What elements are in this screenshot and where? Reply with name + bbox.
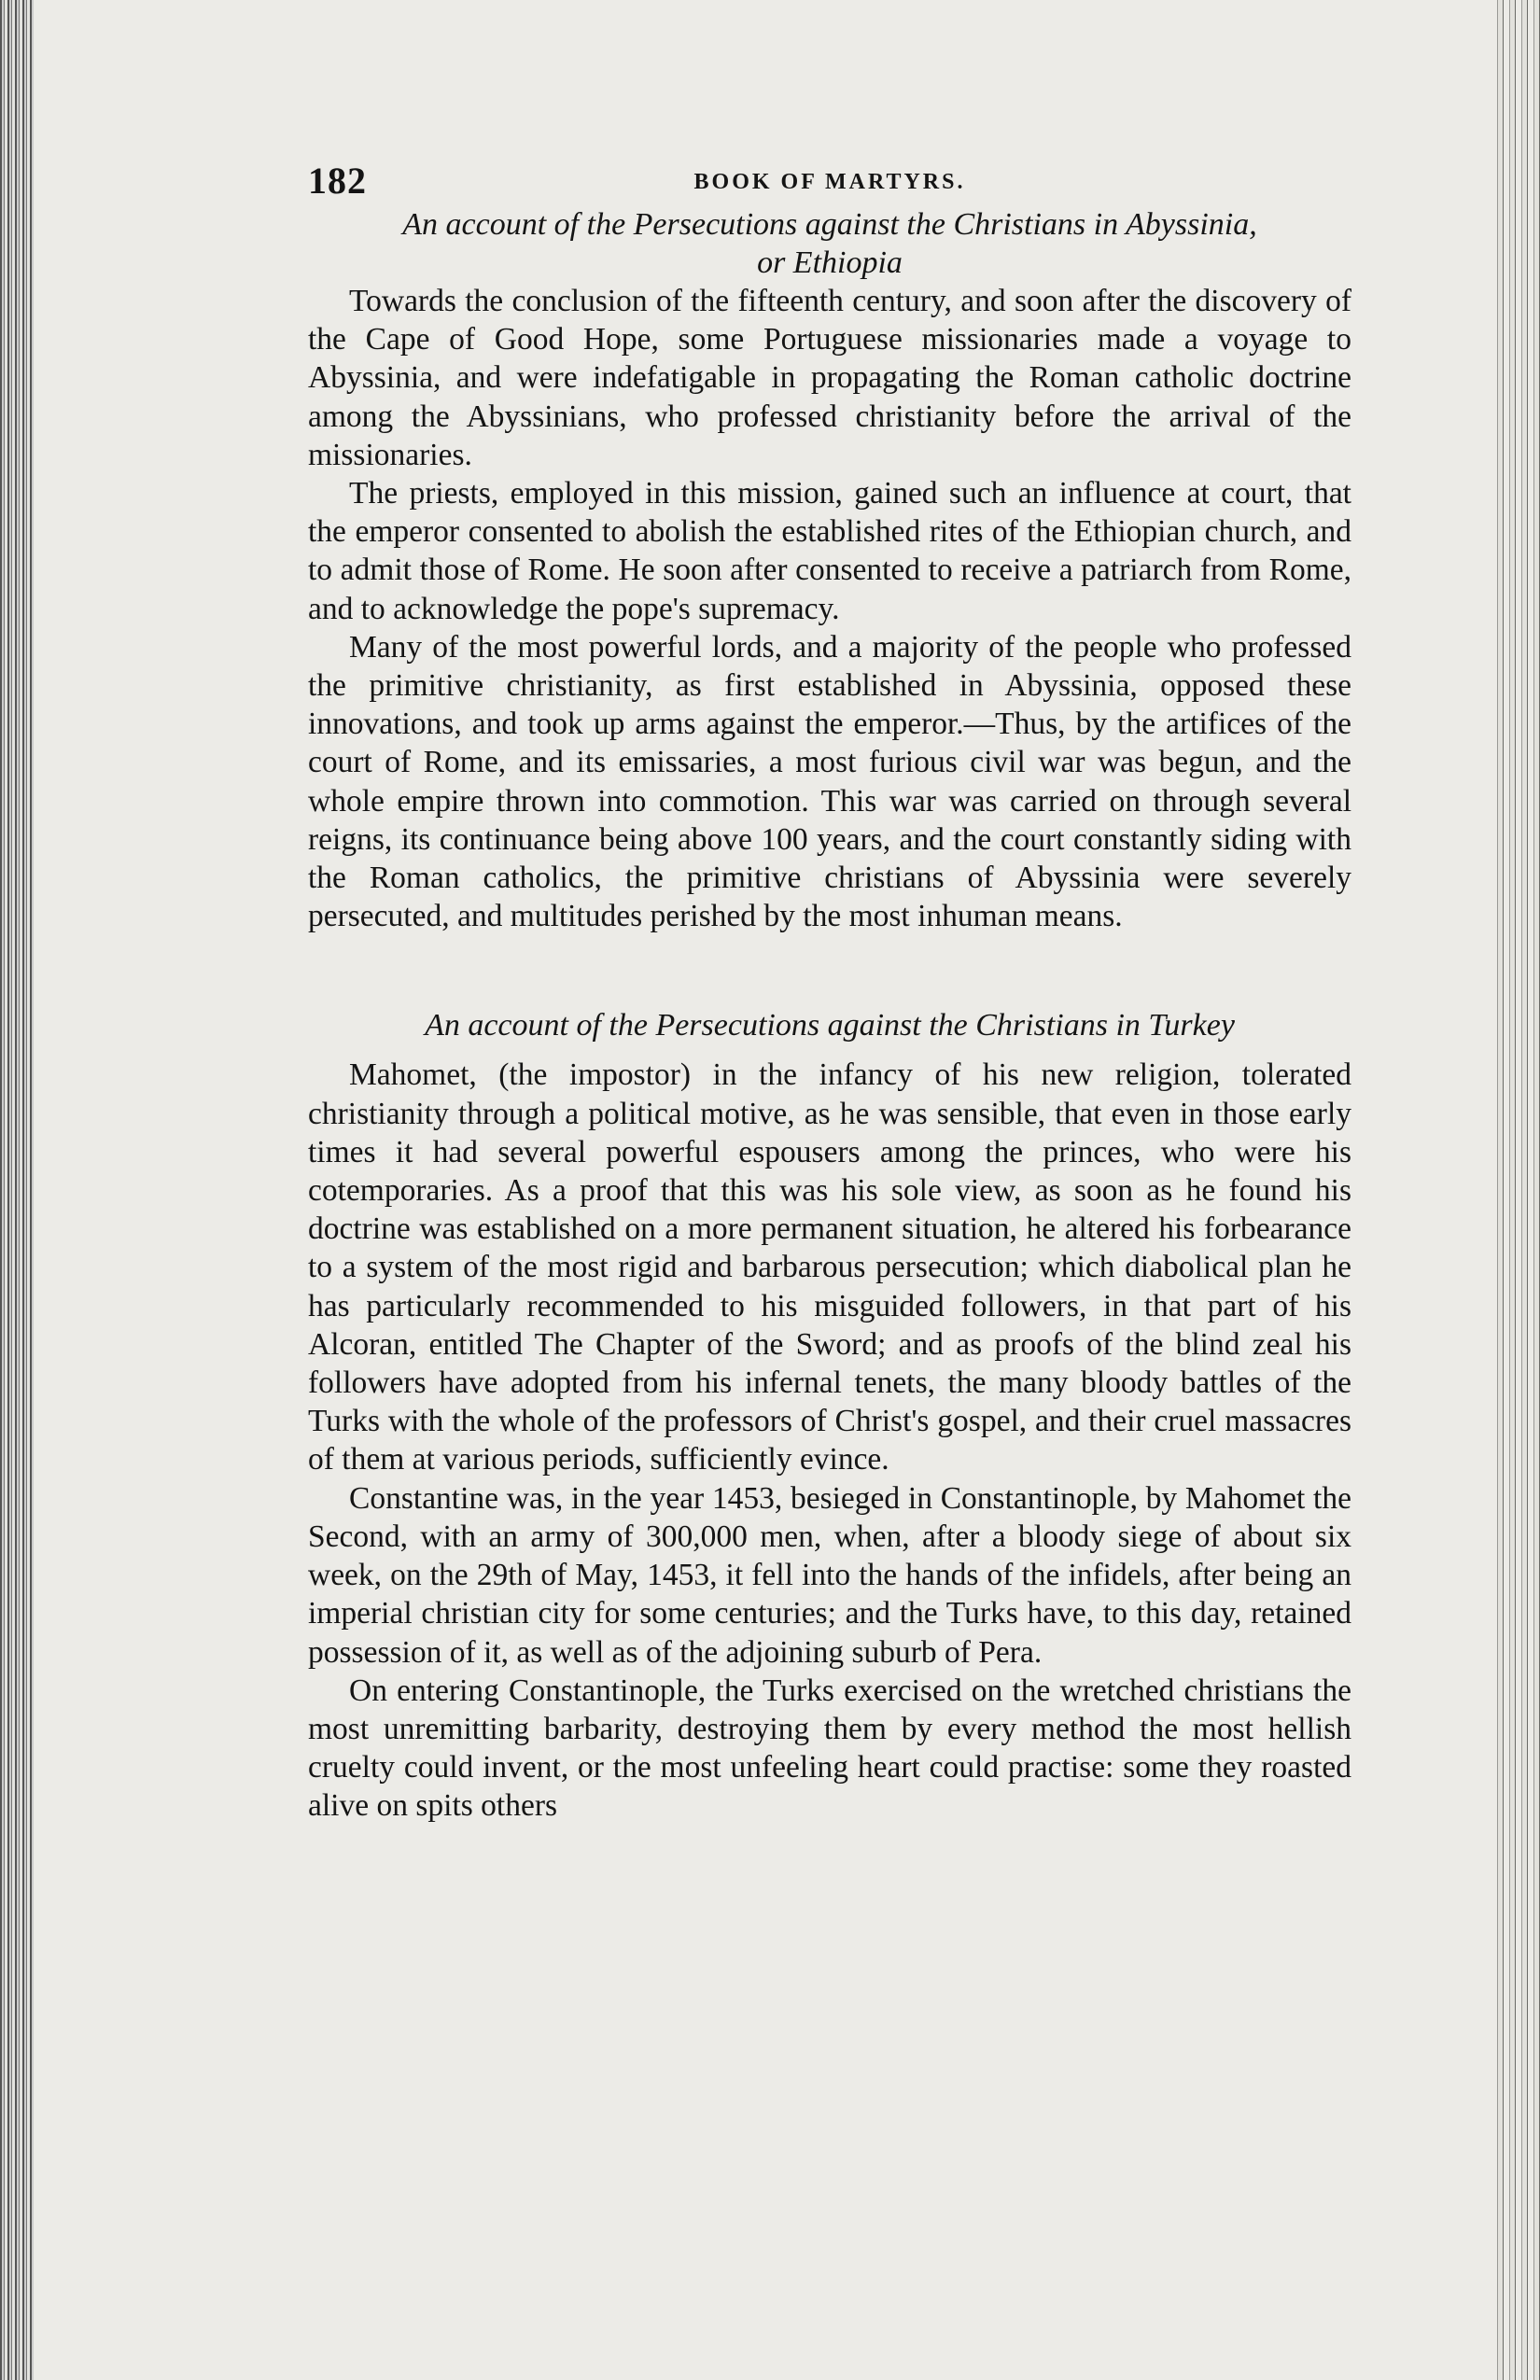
section-heading bbox=[308, 205, 1351, 282]
page-fore-edge bbox=[1491, 0, 1540, 2380]
paragraph: Constantine was, in the year 1453, besieged in Constantinople, by Mahomet the Second, with an army of 300,000 men, when, after a bloody siege of about six week, on the 29th of May, 1453, it fell into the hands of the infidels, after being an imperial christian city for some centuries; and the Turks have, to this day, retained possession of it, as well as of the adjoining suburb of Pera. bbox=[308, 1480, 1351, 1670]
section-abyssinia bbox=[308, 205, 1351, 935]
page-number: 182 bbox=[308, 160, 367, 202]
section-heading-line-2: or Ethiopia bbox=[757, 245, 903, 280]
paragraph: The priests, employed in this mission, gained such an influence at court, that the emperor consented to abolish the established rites of the Ethiopian church, and to admit those of Rome. He soon after consented to receive a patriarch from Rome, and to acknowledge the pope's supremacy. bbox=[308, 476, 1351, 626]
paragraph: On entering Constantinople, the Turks exercised on the wretched christians the most unremitting barbarity, destroying them by every method the most hellish cruelty could invent, or the most unfeeling heart could practise: some they roasted alive on spits others bbox=[308, 1673, 1351, 1824]
paragraph: Mahomet, (the impostor) in the infancy of his new religion, tolerated christianity through a political motive, as he was sensible, that even in those early times it had several powerful espousers among the princes, who were his cotemporaries. As a proof that this was his sole view, as soon as he found his doctrine was established on a more permanent situation, he altered his forbearance to a system of the most rigid and barbarous persecution; which diabolical plan he has particularly recommended to his misguided followers, in that part of his Alcoran, entitled The Chapter of the Sword; and as proofs of the blind zeal his followers have adopted from his infernal tenets, the many bloody battles of the Turks with the whole of the professors of Christ's gospel, and their cruel massacres of them at various periods, sufficiently evince. bbox=[308, 1057, 1351, 1477]
section-heading-line-1: An account of the Persecutions against the Christians in Abyssinia, bbox=[402, 207, 1257, 242]
paragraph: Towards the conclusion of the fifteenth century, and soon after the discovery of the Cape of Good Hope, some Portuguese missionaries made a voyage to Abyssinia, and were indefatigable in propagating the Roman catholic doctrine among the Abyssinians, who professed christianity before the arrival of the missionaries. bbox=[308, 284, 1351, 472]
running-head-title: BOOK OF MARTYRS. bbox=[693, 170, 966, 194]
section-heading: An account of the Persecutions against the Christians in Turkey bbox=[425, 1008, 1235, 1043]
running-head bbox=[308, 159, 1351, 205]
book-spine-edge bbox=[0, 0, 34, 2380]
section-turkey bbox=[308, 1006, 1351, 1825]
paragraph: Many of the most powerful lords, and a majority of the people who professed the primitive christianity, as first established in Abyssinia, opposed these innovations, and took up arms against the emperor.—Thus, by the artifices of the court of Rome, and its emissaries, a most furious civil war was begun, and the whole empire thrown into commotion. This war was carried on through several reigns, its continuance being above 100 years, and the court constantly siding with the Roman catholics, the primitive christians of Abyssinia were severely persecuted, and multitudes perished by the most inhuman means. bbox=[308, 629, 1351, 934]
book-page bbox=[308, 159, 1351, 1826]
